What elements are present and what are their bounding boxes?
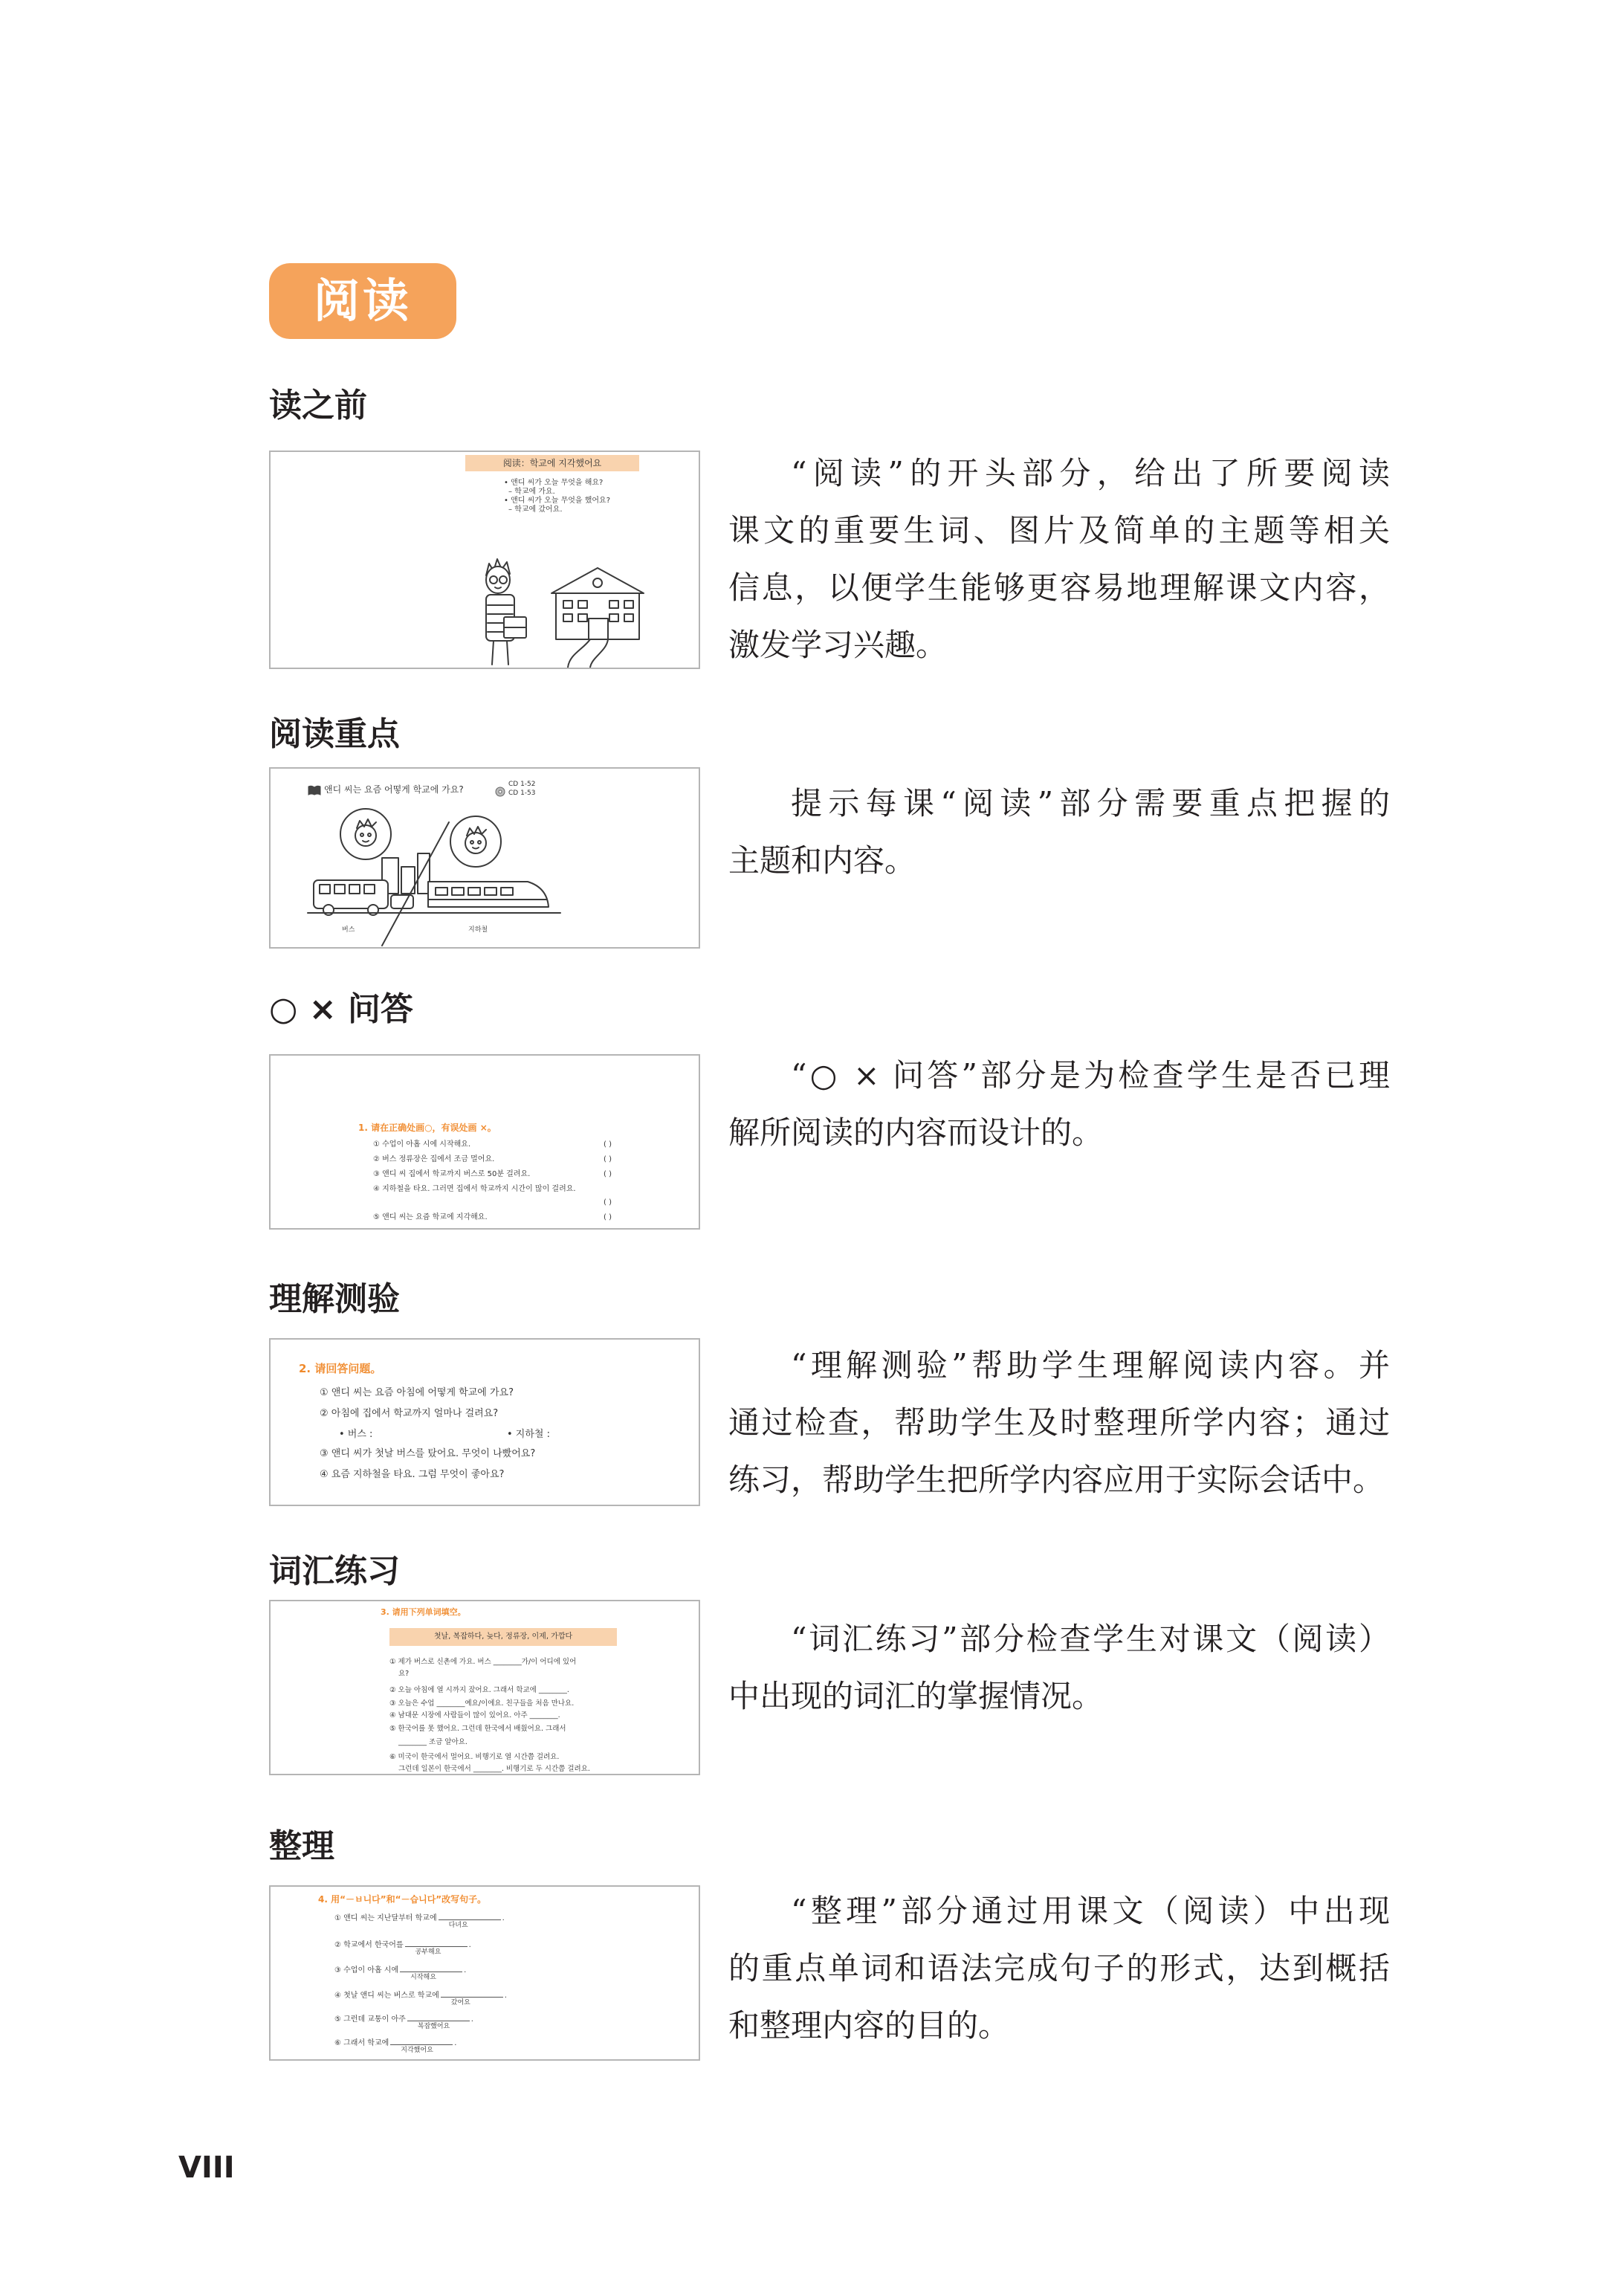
exercise-item: ⑤ 앤디 씨는 요즘 학교에 지각해요. xyxy=(373,1213,488,1221)
paragraph-line: 信息，以便学生能够更容易地理解课文内容， xyxy=(728,569,1390,606)
boy-illustration xyxy=(486,559,526,665)
item-text: ⑥ 그래서 학교에 xyxy=(334,2039,389,2047)
item-end: . xyxy=(470,2015,473,2024)
answer-blank xyxy=(407,2013,470,2030)
exercise-item: ① 앤디 씨는 요즘 아침에 어떻게 학교에 가요? xyxy=(320,1387,514,1398)
paragraph-line: 通过检查，帮助学生及时整理所学内容；通过 xyxy=(728,1404,1390,1441)
exercise-line: ________ 조금 알아요. xyxy=(398,1738,468,1746)
item-text: ② 학교에서 한국어를 xyxy=(334,1941,404,1949)
paragraph-line: 主题和内容。 xyxy=(728,842,916,879)
exercise-item: ② 버스 정류장은 집에서 조금 멀어요. xyxy=(373,1155,495,1163)
paragraph-line: “阅读”的开头部分，给出了所要阅读 xyxy=(791,455,1390,491)
thumb-true-false xyxy=(269,1054,700,1230)
heading-read-before: 读之前 xyxy=(269,387,367,424)
paragraph-comprehension xyxy=(728,1337,1390,1508)
thumb-summary xyxy=(269,1885,700,2061)
answer-hint: 복잡했어요 xyxy=(417,2023,450,2030)
exercise-item xyxy=(334,1912,505,1929)
answer-hint: 다녀요 xyxy=(448,1922,468,1929)
exercise-heading: 4. 用“－ㅂ니다”和“－습니다”改写句子。 xyxy=(318,1894,487,1905)
exercise-line: ① 제가 버스로 신촌에 가요. 버스 ________가/이 어디에 있어 xyxy=(389,1658,577,1666)
exercise-item: ③ 앤디 씨가 첫날 버스를 탔어요. 무엇이 나빴어요? xyxy=(320,1448,536,1459)
item-end: . xyxy=(464,1966,467,1974)
focus-question: 앤디 씨는 요즘 어떻게 학교에 가요? xyxy=(324,784,464,795)
paragraph-read-before xyxy=(728,445,1390,674)
answer-parens: ( ) xyxy=(604,1155,612,1163)
exercise-item: ① 수업이 아홉 시에 시작해요. xyxy=(373,1140,471,1149)
commute-illustration xyxy=(271,769,699,947)
heading-reading-focus: 阅读重点 xyxy=(269,715,400,753)
thumb-vocabulary xyxy=(269,1600,700,1775)
item-end: . xyxy=(454,2039,457,2047)
exercise-item xyxy=(334,1964,467,1981)
cd-track: CD 1-53 xyxy=(508,789,536,797)
exercise-line: ⑤ 한국어를 못 했어요. 그런데 한국에서 배웠어요. 그래서 xyxy=(389,1725,566,1733)
exercise-heading: 3. 请用下列单词填空。 xyxy=(381,1607,466,1617)
item-end: . xyxy=(468,1941,471,1949)
answer-parens: ( ) xyxy=(604,1213,612,1221)
exercise-line: ③ 오늘은 수업 ________예요/이에요. 친구들을 처음 만나요. xyxy=(389,1699,575,1708)
heading-summary: 整理 xyxy=(269,1827,334,1865)
page-number: VIII xyxy=(178,2151,235,2185)
item-text: ⑤ 그런데 교통이 아주 xyxy=(334,2015,406,2024)
heading-comprehension: 理解测验 xyxy=(269,1280,400,1318)
exercise-subitem: • 버스 : xyxy=(339,1429,373,1440)
answer-blank xyxy=(441,1989,503,2006)
answer-blank xyxy=(390,2037,453,2054)
answer-blank xyxy=(400,1964,462,1981)
answer-parens: ( ) xyxy=(604,1198,612,1207)
answer-hint: 갔어요 xyxy=(450,1999,470,2006)
paragraph-line: 练习，帮助学生把所学内容应用于实际会话中。 xyxy=(728,1462,1385,1498)
paragraph-line: “词汇练习”部分检查学生对课文（阅读） xyxy=(791,1621,1390,1657)
paragraph-vocabulary xyxy=(728,1610,1390,1725)
paragraph-line: 激发学习兴趣。 xyxy=(728,627,948,663)
answer-parens: ( ) xyxy=(604,1170,612,1178)
exercise-item xyxy=(334,1939,471,1956)
item-text: ④ 첫날 앤디 씨는 버스로 학교에 xyxy=(334,1992,439,2000)
thumb-bullet: – 학교에 가요. xyxy=(508,488,555,496)
item-text: ③ 수업이 아홉 시에 xyxy=(334,1966,399,1974)
item-end: . xyxy=(504,1992,507,2000)
thumb-read-before xyxy=(269,451,700,669)
heading-true-false: ○ × 问答 xyxy=(269,990,413,1028)
word-bank: 첫날, 복잡하다, 늦다, 정류장, 이제, 가깝다 xyxy=(389,1628,617,1646)
paragraph-line: 解所阅读的内容而设计的。 xyxy=(728,1114,1104,1151)
thumb-title: 阅读：학교에 지각했어요 xyxy=(465,455,639,471)
cd-track: CD 1-52 xyxy=(508,781,536,788)
paragraph-true-false xyxy=(728,1047,1390,1161)
paragraph-line: 提示每课“阅读”部分需要重点把握的 xyxy=(791,785,1390,821)
paragraph-summary xyxy=(728,1882,1390,2054)
paragraph-line: 的重点单词和语法完成句子的形式，达到概括 xyxy=(728,1950,1390,1986)
exercise-item: ④ 요즘 지하철을 타요. 그럼 무엇이 좋아요? xyxy=(320,1469,505,1480)
city-buildings xyxy=(382,853,430,894)
subway-label: 지하철 xyxy=(468,926,488,934)
bus-rider-bubble xyxy=(340,809,391,859)
exercise-heading: 2. 请回答问题。 xyxy=(299,1362,382,1375)
section-badge: 阅读 xyxy=(269,263,456,339)
item-end: . xyxy=(502,1914,505,1922)
answer-blank xyxy=(439,1912,501,1929)
heading-vocabulary: 词汇练习 xyxy=(269,1552,400,1590)
answer-hint: 시작해요 xyxy=(410,1974,436,1981)
thumb-comprehension xyxy=(269,1338,700,1506)
paragraph-line: 中出现的词汇的掌握情况。 xyxy=(728,1678,1104,1714)
exercise-item: ④ 지하철을 타요. 그러면 집에서 학교까지 시간이 많이 걸려요. xyxy=(373,1185,576,1193)
exercise-item xyxy=(334,2013,473,2030)
exercise-line: ④ 남대문 시장에 사람들이 많이 있어요. 아주 ________. xyxy=(389,1711,560,1719)
thumb-bullet: – 학교에 갔어요. xyxy=(508,506,563,514)
thumb-illustration xyxy=(271,452,699,668)
exercise-item: ③ 앤디 씨 집에서 학교까지 버스로 50분 걸려요. xyxy=(373,1170,531,1178)
paragraph-line: 课文的重要生词、图片及简单的主题等相关 xyxy=(728,512,1390,549)
exercise-line: ② 오늘 아침에 열 시까지 잤어요. 그래서 학교에 ________. xyxy=(389,1686,569,1694)
subway-rider-bubble xyxy=(450,816,501,867)
paragraph-line: “整理”部分通过用课文（阅读）中出现 xyxy=(791,1893,1390,1929)
exercise-subitem: • 지하철 : xyxy=(507,1429,550,1440)
exercise-heading: 1. 请在正确处画○，有误处画 ×。 xyxy=(358,1123,496,1133)
paragraph-reading-focus xyxy=(728,775,1390,889)
bus-label: 버스 xyxy=(342,926,355,934)
school-building-illustration xyxy=(551,568,644,668)
exercise-line: 그런데 일본이 한국에서 ________. 비행기로 두 시간쯤 걸려요. xyxy=(398,1765,590,1773)
item-text: ① 앤디 씨는 지난달부터 학교에 xyxy=(334,1914,437,1922)
train-drawing xyxy=(428,882,549,907)
exercise-line: ⑥ 미국이 한국에서 멀어요. 비행기로 열 시간쯤 걸려요. xyxy=(389,1753,560,1761)
paragraph-line: 和整理内容的目的。 xyxy=(728,2007,1010,2044)
thumb-reading-focus xyxy=(269,767,700,949)
thumb-bullet: • 앤디 씨가 오늘 무엇을 해요? xyxy=(504,479,604,487)
exercise-item xyxy=(334,2037,457,2054)
paragraph-line: “理解测验”帮助学生理解阅读内容。并 xyxy=(791,1347,1390,1383)
exercise-item: ② 아침에 집에서 학교까지 얼마나 걸려요? xyxy=(320,1408,499,1419)
exercise-item xyxy=(334,1989,507,2006)
thumb-bullet: • 앤디 씨가 오늘 무엇을 했어요? xyxy=(504,497,611,505)
paragraph-line: “○ × 问答”部分是为检查学生是否已理 xyxy=(791,1057,1390,1094)
answer-parens: ( ) xyxy=(604,1140,612,1149)
answer-hint: 공부해요 xyxy=(415,1948,441,1956)
answer-hint: 지각했어요 xyxy=(401,2047,433,2054)
answer-blank xyxy=(405,1939,468,1956)
exercise-line: 요? xyxy=(398,1670,410,1678)
